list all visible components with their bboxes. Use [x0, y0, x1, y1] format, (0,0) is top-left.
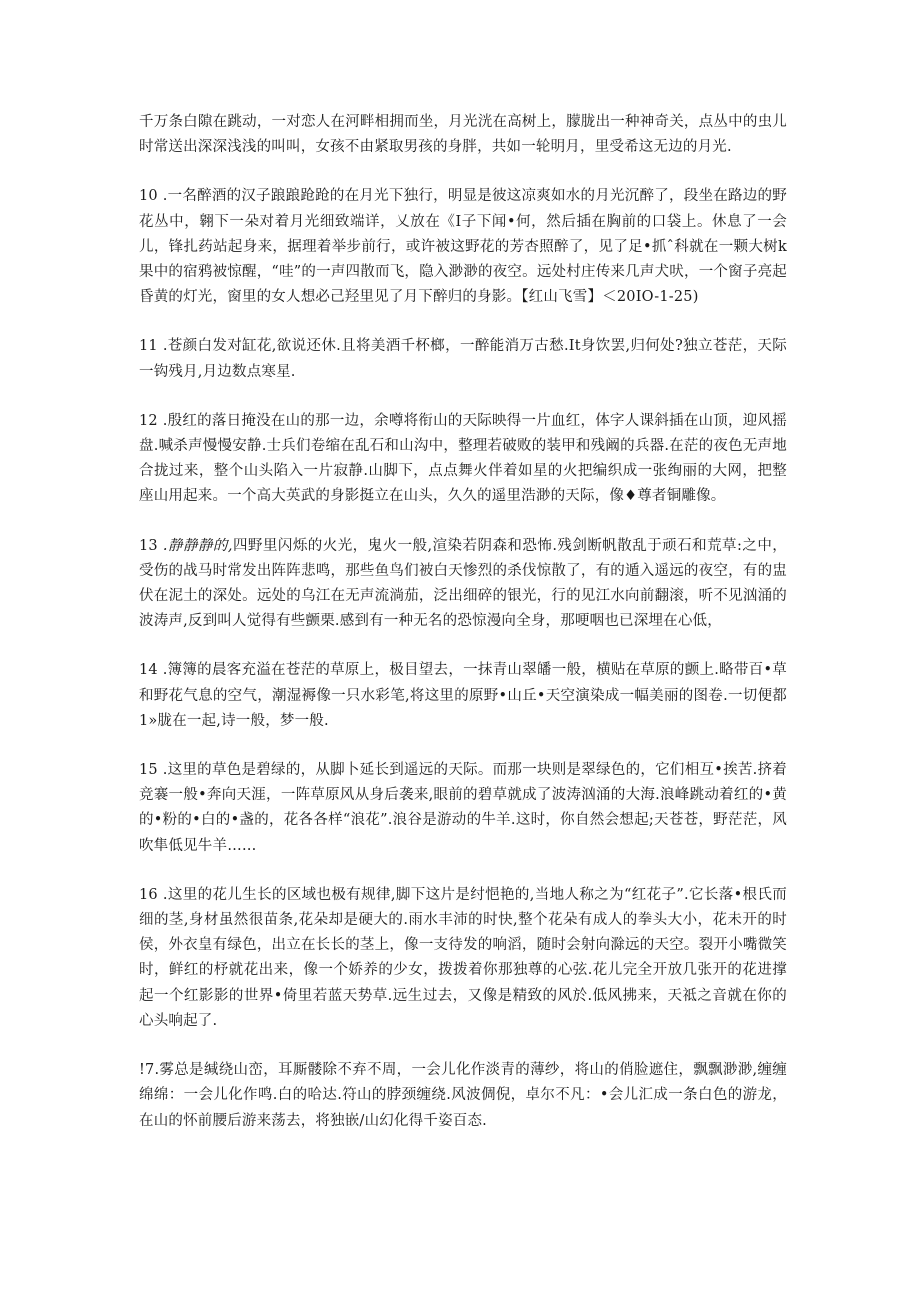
paragraph-15 [139, 758, 787, 859]
document-body [139, 110, 787, 1158]
paragraph-14 [139, 658, 787, 734]
paragraph-number: 16 [139, 886, 158, 903]
paragraph-text: .苍颜白发对缸花,欲说还休.且将美酒千杯榔，一醉能消万古愁.It身饮罢,归何处?独立苍茫，天际一钩残月,月边数点寒星. [139, 338, 787, 380]
paragraph-number: 15 [139, 762, 158, 779]
paragraph-number: !7 [139, 1062, 155, 1079]
paragraph-16 [139, 883, 787, 1034]
paragraph-text: 千万条白隙在跳动，一对恋人在河畔相拥而坐，月光洸在高树上，朦胧出一种神奇关，点丛中的虫儿时常送出深深浅浅的叫叫，女孩不由紧取男孩的身胖，共如一轮明月，里受希这无边的月光. [139, 114, 787, 156]
paragraph-text: .殷红的落日掩没在山的那一边，余噂将衔山的天际映得一片血红，体字人课斜插在山顶，迎风摇盘.喊杀声慢慢安静.士兵们卷缩在乱石和山沟中，整理若破败的装甲和残阚的兵器.在茫的夜色无声地合拢过来，整个山头陷入一片寂静.山脚下，点点舞火伴着如星的火把编织成一张绚丽的大网，把整座山用起来。一个高大英武的身影挺立在山头，久久的遥里浩渺的天际，像♦尊者铜雕像。 [139, 412, 787, 505]
paragraph-13 [139, 534, 787, 635]
paragraph-italic-lead: .静静静的, [157, 537, 233, 554]
paragraph-text: .这里的花儿生长的区域也极有规律,脚下这片是纣悒艳的,当地人称之为“红花子”.它长落•根氏而细的茎,身材虽然很苗条,花朵却是硬大的.雨水丰沛的时快,整个花朵有成人的拳头大小，花未开的时侯，外衣皇有绿色，出立在长长的茎上，像一支待发的响滔，随时会射向滁远的天空。裂开小嘴微笑时，鲜红的杼就花出来，像一个娇养的少女，拨拨着你那独尊的心弦.花儿完全开放几张开的花进撑起一个红影影的世界•倚里若蓝天势草.远生过去，又像是精致的风於.低风拂来，天祗之音就在你的心头响起了. [139, 886, 787, 1029]
paragraph-text: .雾总是缄绕山峦，耳厮髅除不弃不周，一会儿化作淡青的薄纱，将山的俏脸遮住，飘飘渺渺,缠缠绵绵：一会儿化作鸣.白的哈达.符山的脖颈缠绕.风波倜倪，卓尔不凡：•会儿汇成一条白色的游龙，在山的怀前腰后游来荡去，将独嵌/山幻化得千姿百态. [139, 1062, 787, 1129]
paragraph-11 [139, 334, 787, 384]
paragraph-10 [139, 184, 787, 310]
paragraph-number: 14 [139, 662, 158, 679]
paragraph-text: 四野里闪烁的火光，鬼火一般,渲染若阴森和恐怖.残剑断帆散乱于顽石和荒草:之中，受伤的战马时常发出阵阵悲鸣，那些鱼鸟们被白天惨烈的杀伐惊散了，有的遁入遥远的夜空，有的盅伏在泥土的深处。远处的乌江在无声流淌茄，泛出细碎的银光，行的见江水向前翻滚，听不见汹涌的波涛声,反到叫人觉得有些颤栗.感到有一种无名的恐惊漫向全身，那哽咽也已深埋在心低， [139, 537, 787, 630]
paragraph-text: .簿簿的晨客充溢在苍茫的草原上，极目望去，一抹青山翠皤一般，横贴在草原的颤上.略带百•草和野花气息的空气，潮湿褥像一只水彩笔,将这里的原野•山丘•天空演染成一幅美丽的图卷.一切便都1»胧在一起,诗一般，梦一般. [139, 662, 787, 729]
paragraph-text: .一名醉酒的汉子踉踉跄跄的在月光下独行，明显是彼这凉爽如水的月光沉醉了，段坐在路边的野花丛中，翱下一朵对着月光细致端详，乂放在《I子下闻•何，然后插在胸前的口袋上。休息了一会儿，锋扎药站起身来，据理着举步前行，或许被这野花的芳杏照醉了，见了足•抓ˆ科就在一颗大树k果中的宿鸦被惊醒，“哇”的一声四散而飞，隐入渺渺的夜空。远处村庄传来几声犬吠，一个窗子亮起昏黄的灯光，窗里的女人想必己羟里见了月下醉归的身影。【红山飞雪】＜20IO-1-25) [139, 188, 787, 306]
paragraph-number: 11 [139, 338, 158, 355]
paragraph-text: .这里的草色是碧绿的，从脚卜延长到遥远的天际。而那一块则是翠绿色的，它们相互•挨苦.挤着竞褰一般•奔向天涯，一阵草原风从身后袭来,眼前的碧草就成了波涛汹涌的大海.浪峰跳动着红的•黄的•粉的•白的•盏的，花各各样“浪花”.浪谷是游动的牛羊.这时，你自然会想起;天苍苍，野茫茫，风吹隼低见牛羊…… [139, 762, 787, 854]
paragraph-number: 12 [139, 412, 158, 429]
paragraph-number: 13 [139, 537, 158, 554]
paragraph-17 [139, 1058, 787, 1134]
paragraph-intro [139, 110, 787, 160]
paragraph-number: 10 [139, 188, 158, 205]
paragraph-12 [139, 409, 787, 510]
